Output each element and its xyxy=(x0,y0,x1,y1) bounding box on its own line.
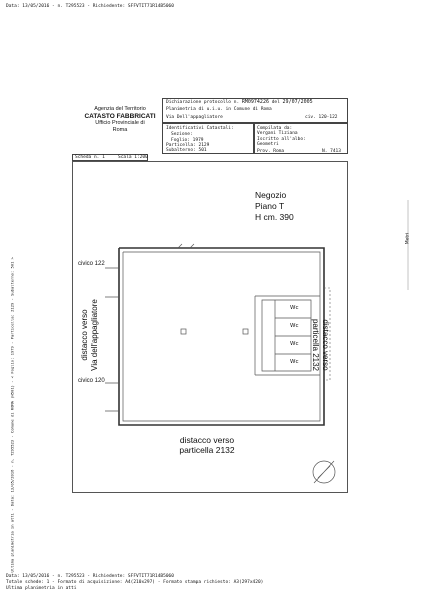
distacco-right-label xyxy=(310,295,330,395)
civico-122-label: civico 122 xyxy=(78,261,105,267)
room-floor: Piano T xyxy=(255,201,285,211)
agency-name: Agenzia del Territorio xyxy=(94,106,146,112)
identifiers-title: Identificativi Catastali: xyxy=(166,126,234,131)
identifiers-particella: Particella: 2129 xyxy=(166,143,210,148)
compilata-albo: Geometri xyxy=(257,142,279,147)
side-info-left: Ultima planimetria in atti - Data: 13/05/2016 - n. T295523 - Comune di ROMA (H501) - < Foglio: 1979 - Particella: 2129 - Subalterno: 501 > xyxy=(9,257,15,573)
door-120-jamb xyxy=(105,383,119,411)
distacco-left-line2: Via dell'appagliatore xyxy=(90,299,99,371)
outer-wall xyxy=(119,248,324,425)
wc-label-1: Wc xyxy=(290,305,299,311)
declaration-number: RM0974226 xyxy=(241,99,269,105)
declaration-civ: civ. 120-122 xyxy=(305,115,338,120)
declaration-del: del xyxy=(271,100,280,105)
declaration-line2: Planimetria di u.i.u. in Comune di Roma xyxy=(166,107,272,112)
bottom-line-2: Totale schede: 1 - Formato di acquisizione: A4(210x297) - Formato stampa richiesto: A3(297x420) xyxy=(6,580,264,585)
door-122-jamb xyxy=(105,268,119,297)
compilata-iscritto: Iscritto all'albo: xyxy=(257,137,306,142)
declaration-protocol-label: Dichiarazione protocollo n. xyxy=(166,100,240,105)
distacco-left-line1: distacco verso xyxy=(80,309,89,361)
distacco-right-line1: distacco verso xyxy=(321,319,330,371)
wc-label-2: Wc xyxy=(290,323,299,329)
scala-label: Scala 1:200 xyxy=(118,155,148,160)
pillar-1 xyxy=(181,329,186,334)
agency-catasto: CATASTO FABBRICATI xyxy=(84,113,156,120)
compilata-prov: Prov. Roma xyxy=(257,149,285,154)
distacco-left-label xyxy=(80,290,100,380)
identifiers-subalterno: Subalterno: 501 xyxy=(166,148,207,153)
side-scale-right: Metri xyxy=(405,232,411,245)
bottom-line-3: Ultima planimetria in atti xyxy=(6,586,77,591)
identifiers-foglio: Foglio: 1979 xyxy=(171,138,204,143)
top-request-line: Data: 13/05/2016 - n. T295523 - Richiedente: SFFVTIT71R14B5060 xyxy=(6,4,174,9)
inner-wall xyxy=(123,252,320,421)
bottom-line-1: Data: 13/05/2016 - n. T295523 - Richiedente: SFFVTIT71R14B5060 xyxy=(6,574,174,579)
compilata-title: Compilata da: xyxy=(257,126,293,131)
compass-icon xyxy=(313,461,335,483)
compilata-number: N. 7413 xyxy=(322,149,341,154)
distacco-bottom-line1: distacco verso xyxy=(179,435,235,445)
room-label xyxy=(255,190,315,223)
compilata-name: Vergani Tiziana xyxy=(257,131,298,136)
scheda-label: Scheda n. 1 xyxy=(75,155,105,160)
civico-120-label: civico 120 xyxy=(78,378,105,384)
room-name: Negozio xyxy=(255,190,287,200)
declaration-date: 29/07/2005 xyxy=(282,99,313,105)
agency-office: Ufficio Provinciale di xyxy=(95,120,145,126)
distacco-bottom-label xyxy=(162,435,252,455)
pillar-2 xyxy=(243,329,248,334)
distacco-bottom-line2: particella 2132 xyxy=(179,445,235,455)
agency-city: Roma xyxy=(112,127,128,133)
wc-label-3: Wc xyxy=(290,341,299,347)
wc-label-4: Wc xyxy=(290,359,299,365)
declaration-address: Via Dell'appagliatore xyxy=(166,115,223,120)
wc-inner xyxy=(262,300,311,371)
room-height: H cm. 390 xyxy=(255,212,294,222)
distacco-right-line2: particella 2132 xyxy=(311,318,320,372)
identifiers-sezione: Sezione: xyxy=(171,132,193,137)
